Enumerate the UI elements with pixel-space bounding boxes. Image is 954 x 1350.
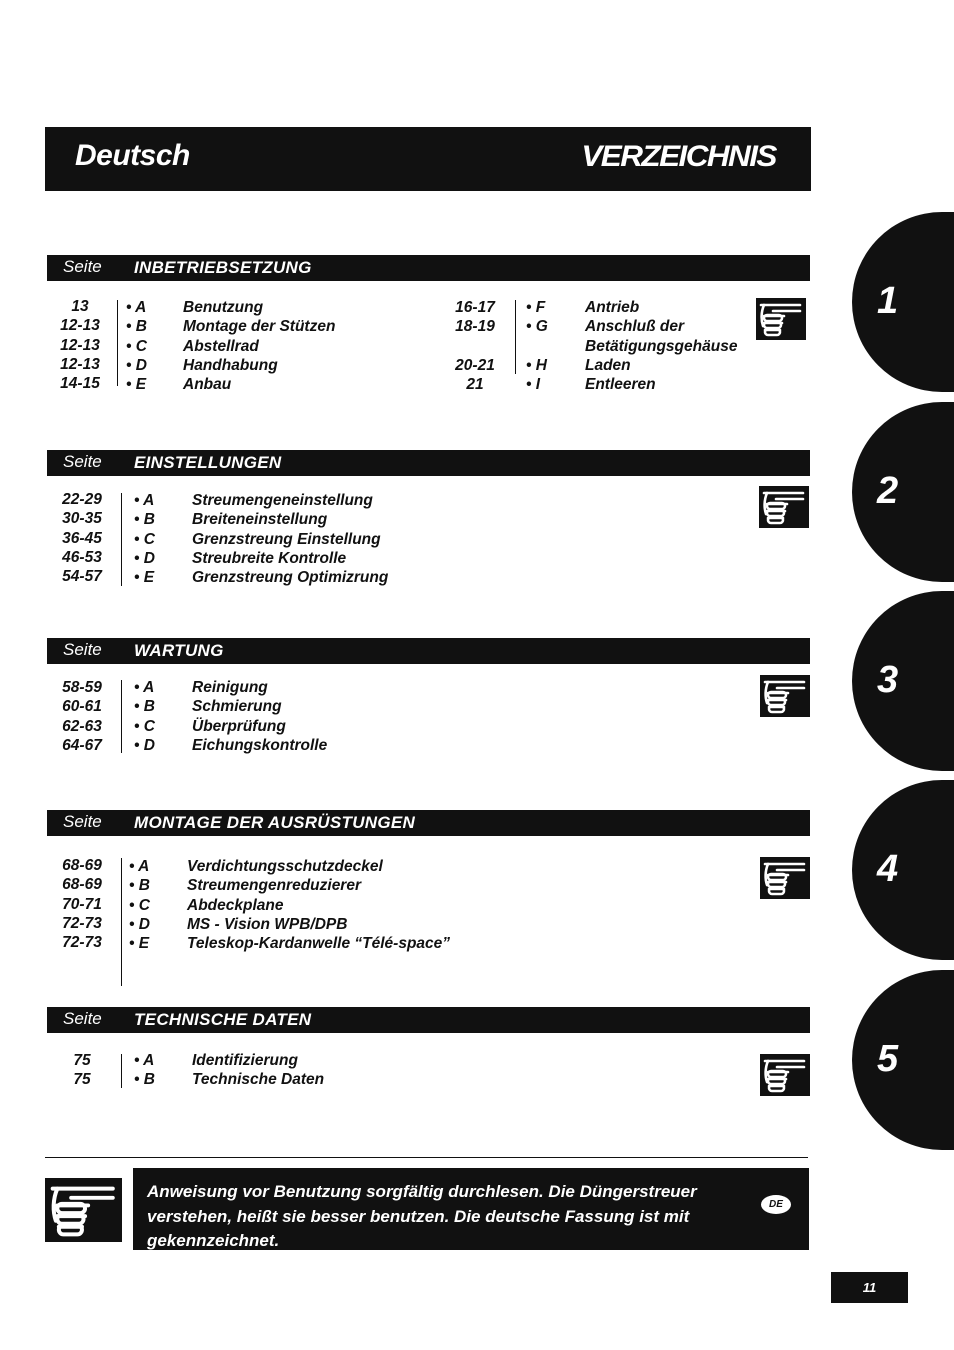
toc-item: Breiteneinstellung [192,511,328,529]
page-title: VERZEICHNIS [581,140,776,173]
page-column [52,1051,112,1090]
item-letter: • A [129,858,150,875]
letter-column [129,857,150,953]
page-ref: 12-13 [60,336,100,354]
letter-column [134,491,155,587]
page-ref: 13 [71,298,89,315]
page-ref: 16-17 [455,299,495,316]
toc-item: Streubreite Kontrolle [192,549,347,567]
page-ref: 21 [466,376,484,394]
pointing-hand-icon [760,675,810,717]
toc-item: Entleeren [585,376,656,394]
section-bar-montage [47,810,810,836]
page-ref: 75 [73,1052,91,1069]
chapter-tab-3[interactable] [852,591,954,771]
item-letter: • B [134,1071,155,1089]
toc-item: Eichungskontrolle [192,736,328,754]
page-ref: 18-19 [455,318,495,336]
page-ref: 70-71 [62,895,102,913]
page-ref: 68-69 [62,857,102,874]
item-letter: • D [129,915,150,933]
seite-label: Seite [63,257,102,276]
section-bar-inbetriebsetzung [47,255,810,281]
toc-item: Teleskop-Kardanwelle “Télé-space” [187,935,451,953]
chapter-number: 3 [877,659,899,701]
toc-item: MS - Vision WPB/DPB [187,915,348,933]
item-letter: • C [129,896,150,914]
toc-item: Schmierung [192,698,282,716]
letter-column [134,678,155,755]
item-letter: • B [126,318,147,336]
page-column-2 [446,298,504,394]
toc-item: Verdichtungsschutzdeckel [187,858,383,875]
item-column [183,298,335,394]
item-letter: • G [526,318,548,336]
toc-item: Grenzstreung Optimizrung [192,569,389,587]
seite-label: Seite [63,1009,102,1028]
chapter-tab-2[interactable] [852,402,954,582]
item-letter: • D [134,549,155,567]
toc-item: Überprüfung [192,717,286,735]
chapter-tab-4[interactable] [852,780,954,960]
page-ref: 14-15 [60,375,100,393]
chapter-number: 1 [877,280,899,322]
toc-item: Abdeckplane [187,896,284,914]
divider [117,300,118,386]
item-letter: • E [126,376,147,394]
page-ref [446,337,504,356]
item-letter: • C [126,337,147,355]
item-letter: • A [134,1052,155,1069]
toc-item: Benutzung [183,299,264,316]
toc-item: Montage der Stützen [183,318,336,336]
item-column [187,857,450,953]
item-column [192,491,388,587]
page-ref: 12-13 [60,317,100,335]
page-ref: 22-29 [62,491,102,508]
page-column [52,678,112,755]
page-ref: 64-67 [62,736,102,754]
item-letter: • B [134,698,155,716]
section-bar-wartung [47,638,810,664]
item-letter: • F [526,299,546,316]
item-letter: • H [526,356,547,374]
chapter-number: 4 [877,848,899,890]
toc-item: Reinigung [192,679,268,696]
chapter-number: 5 [877,1038,899,1080]
item-letter: • E [134,569,155,587]
toc-item: Handhabung [183,356,278,374]
note-text: Anweisung vor Benutzung sorgfältig durchlesen. Die Düngerstreuer verstehen, heißt sie besser benutzen. Die deutsche Fassung ist mit gekennzeichnet. [147,1182,697,1250]
chapter-tab-5[interactable] [852,970,954,1150]
toc-item: Anschluß der [585,318,685,336]
page-ref: 54-57 [62,568,102,586]
section-title: MONTAGE DER AUSRÜSTUNGEN [134,813,416,832]
section-bar-einstellungen [47,450,810,476]
page-column [52,856,112,952]
section-bar-technische-daten [47,1007,810,1033]
page-ref: 30-35 [62,510,102,528]
item-letter: • D [126,356,147,374]
page-ref: 72-73 [62,934,102,952]
divider [121,1054,122,1088]
seite-label: Seite [63,452,102,471]
page-ref: 46-53 [62,548,102,566]
toc-item: Abstellrad [183,337,259,355]
chapter-tab-1[interactable] [852,212,954,392]
letter-column [134,1051,155,1090]
item-letter: • E [129,935,150,953]
toc-item: Streumengeneinstellung [192,492,373,509]
seite-label: Seite [63,812,102,831]
toc-item: Betätigungsgehäuse [585,337,738,355]
item-letter: • A [126,299,147,316]
item-letter: • B [129,877,150,895]
chapter-number: 2 [877,470,899,512]
letter-column-2 [526,298,548,394]
toc-item: Streumengenreduzierer [187,877,361,895]
letter-column [126,298,147,394]
toc-item: Grenzstreung Einstellung [192,530,381,548]
toc-item: Technische Daten [192,1071,325,1089]
section-title: TECHNISCHE DATEN [134,1010,312,1029]
page-ref: 12-13 [60,355,100,373]
pointing-hand-icon [756,298,806,340]
section-title: EINSTELLUNGEN [134,453,282,472]
language-title: Deutsch [75,139,190,172]
instruction-note [133,1168,809,1250]
page-ref: 75 [73,1071,91,1089]
page-ref: 72-73 [62,914,102,932]
item-letter: • I [526,376,541,394]
page-ref: 58-59 [62,679,102,696]
toc-item: Anbau [183,376,232,394]
item-letter: • C [134,717,155,735]
pointing-hand-icon [760,857,810,899]
item-letter [526,337,548,356]
de-badge: DE [761,1195,791,1214]
page-ref: 68-69 [62,876,102,894]
divider [121,680,122,753]
divider [121,493,122,586]
page-column [52,490,112,586]
item-letter: • C [134,530,155,548]
separator-line [45,1157,808,1158]
pointing-hand-icon [760,1054,810,1096]
item-column [192,1051,324,1090]
section-title: INBETRIEBSETZUNG [134,258,312,277]
item-column [192,678,327,755]
seite-label: Seite [63,640,102,659]
divider [515,300,516,374]
pointing-hand-icon [45,1178,122,1242]
divider [121,858,122,986]
toc-item: Identifizierung [192,1052,298,1069]
item-column-2 [585,298,737,394]
toc-item: Laden [585,356,631,374]
header-bar [45,127,811,191]
page-column [52,297,108,393]
page-ref: 20-21 [455,356,495,374]
page-ref: 60-61 [62,698,102,716]
item-letter: • A [134,492,155,509]
section-title: WARTUNG [134,641,224,660]
page-number: 11 [831,1272,908,1303]
pointing-hand-icon [759,486,809,528]
toc-item: Antrieb [585,299,640,316]
item-letter: • D [134,736,155,754]
item-letter: • B [134,511,155,529]
page-ref: 36-45 [62,529,102,547]
item-letter: • A [134,679,155,696]
page-ref: 62-63 [62,717,102,735]
